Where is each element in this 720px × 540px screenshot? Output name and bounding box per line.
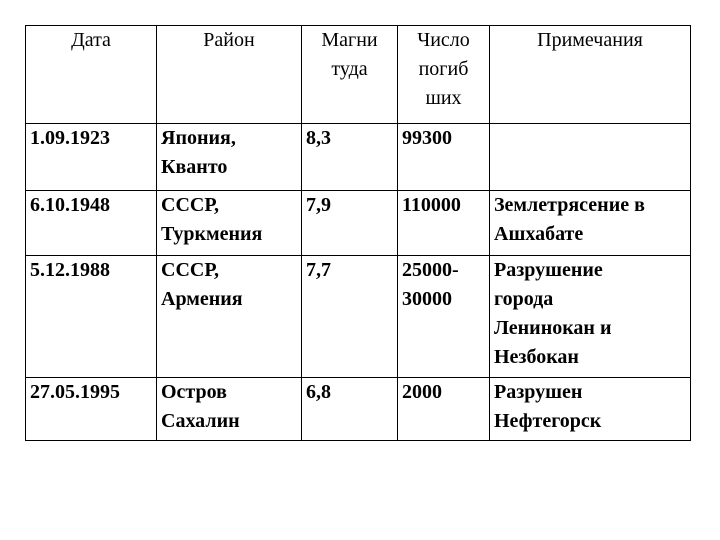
header-deaths: Число погиб ших [398, 26, 490, 124]
cell-deaths: 99300 [398, 124, 490, 191]
table-row [26, 191, 691, 256]
cell-date: 27.05.1995 [26, 378, 157, 441]
table-header-row [26, 26, 691, 124]
header-date: Дата [26, 26, 157, 124]
cell-date: 1.09.1923 [26, 124, 157, 191]
table-row [26, 256, 691, 378]
cell-notes: Землетрясение в Ашхабате [490, 191, 691, 256]
cell-deaths: 2000 [398, 378, 490, 441]
cell-deaths: 110000 [398, 191, 490, 256]
cell-magnitude: 8,3 [302, 124, 398, 191]
cell-region: Остров Сахалин [157, 378, 302, 441]
header-notes: Примечания [490, 26, 691, 124]
header-region: Район [157, 26, 302, 124]
cell-notes [490, 124, 691, 191]
cell-magnitude: 6,8 [302, 378, 398, 441]
cell-notes: Разрушен Нефтегорск [490, 378, 691, 441]
cell-notes: Разрушение города Ленинокан и Незбокан [490, 256, 691, 378]
header-magnitude: Магни туда [302, 26, 398, 124]
earthquakes-table [25, 25, 691, 441]
table-row [26, 378, 691, 441]
cell-region: Япония, Кванто [157, 124, 302, 191]
table-row [26, 124, 691, 191]
cell-region: СССР, Армения [157, 256, 302, 378]
cell-region: СССР, Туркмения [157, 191, 302, 256]
cell-magnitude: 7,9 [302, 191, 398, 256]
cell-date: 6.10.1948 [26, 191, 157, 256]
cell-magnitude: 7,7 [302, 256, 398, 378]
cell-date: 5.12.1988 [26, 256, 157, 378]
cell-deaths: 25000- 30000 [398, 256, 490, 378]
